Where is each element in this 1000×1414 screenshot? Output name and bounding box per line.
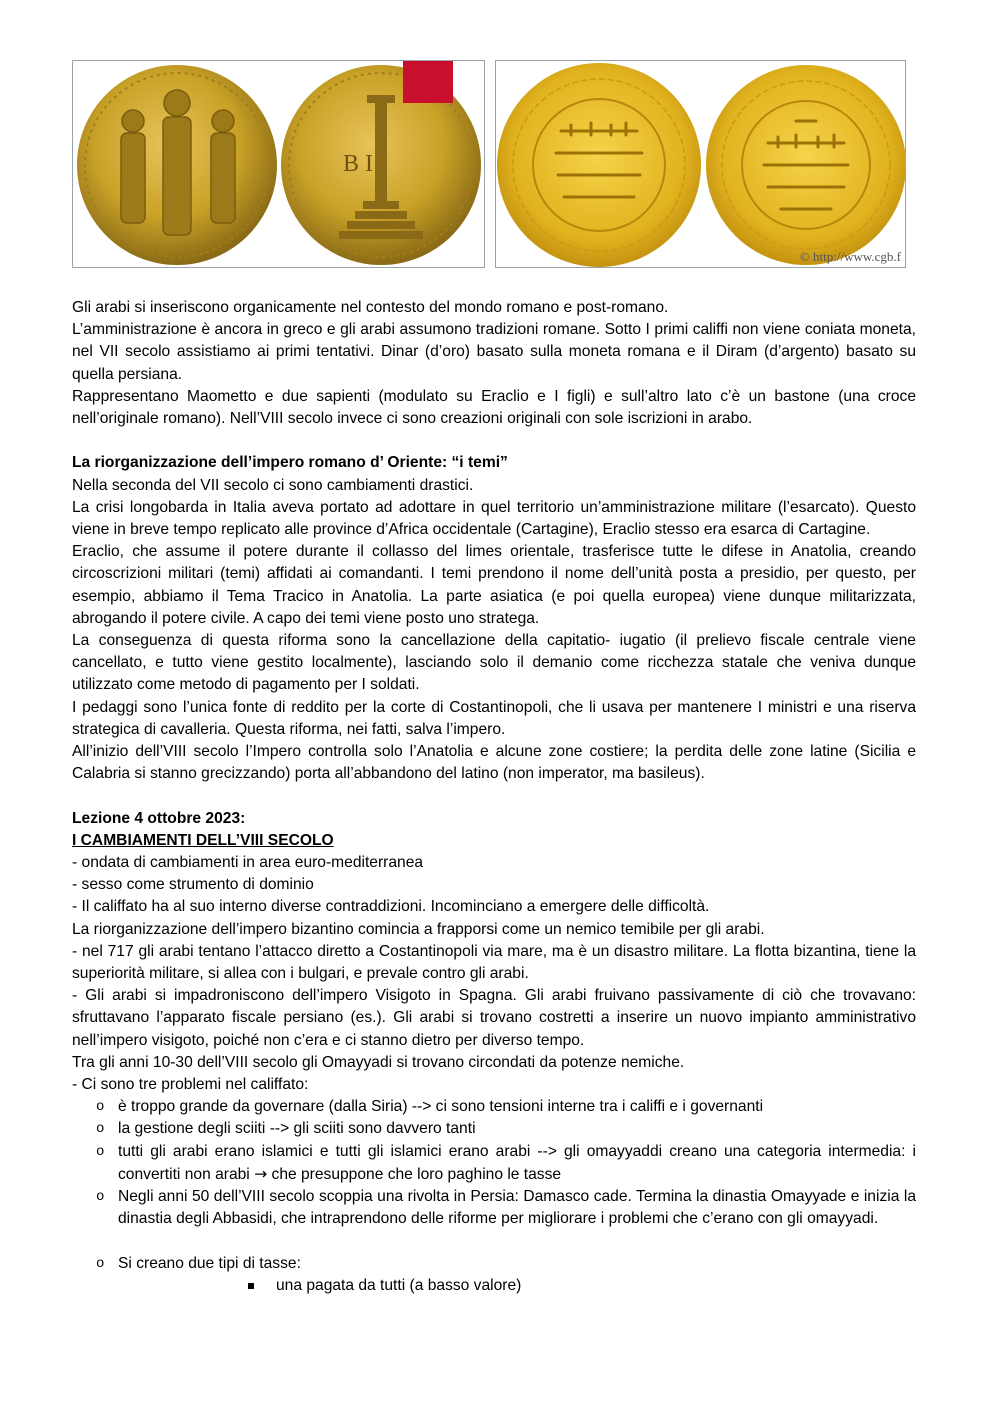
paragraph: Rappresentano Maometto e due sapienti (modulato su Eraclio e I figli) e sull’altro lato c’è un bastone (una croce nell’originale romano). Nell’VIII secolo invece ci sono creazioni originali con sole iscrizioni in arabo. <box>72 387 916 428</box>
coin-letters: B I <box>343 151 373 177</box>
watermark: © http://www.cgb.f <box>799 249 901 264</box>
bullet-marker: o <box>96 1189 105 1206</box>
paragraph: Tra gli anni 10-30 dell’VIII secolo gli Omayyadi si trovano circondati da potenze nemiche. <box>72 1053 685 1071</box>
coin-images <box>72 60 916 272</box>
paragraph: I pedaggi sono l’unica fonte di reddito per la corte di Costantinopoli, che li usava per mantenere I ministri e una riserva strategica di cavalleria. Questa riforma, nei fatti, salva l’impero. <box>72 698 916 738</box>
sublist-item: una pagata da tutti (a basso valore) <box>248 1275 916 1297</box>
paragraph: - Gli arabi si impadroniscono dell’impero Visigoto in Spagna. Gli arabi fruivano passivamente di ciò che trovavano: sfruttavano l’apparato fiscale persiano (es.). Gli arabi si trovano costretti a inserire un nuovo impianto amministrativo nell’impero visigoto, poiché non c’era e ci stanno dietro per diverso tempo. <box>72 987 916 1049</box>
document-text <box>72 297 916 1297</box>
list-item: o tutti gli arabi erano islamici e tutti gli islamici erano arabi --> gli omayyaddi creano una categoria intermedia: i convertiti non arabi → che presuppone che loro paghino le tasse <box>96 1142 916 1183</box>
paragraph: Gli arabi si inseriscono organicamente nel contesto del mondo romano e post-romano. <box>72 299 669 316</box>
paragraph: La crisi longobarda in Italia aveva portato ad adottare in quel territorio un’amministrazione militare (l’esarcato). Questo viene in breve tempo replicato alle province d’Africa occidentale (Cartagine), Eraclio stesso era esarca di Cartagine. <box>72 498 916 539</box>
arrow-icon: → <box>254 1164 268 1183</box>
lesson-title: I CAMBIAMENTI DELL’VIII SECOLO <box>72 831 334 849</box>
bullet-marker: o <box>96 1099 105 1116</box>
bullet-marker: o <box>96 1121 105 1138</box>
bullet-marker: o <box>96 1143 105 1160</box>
paragraph: - ondata di cambiamenti in area euro-mediterranea <box>72 854 424 872</box>
section-heading: La riorganizzazione dell’impero romano d’ Oriente: “i temi” <box>72 454 508 472</box>
list-item: o la gestione degli sciiti --> gli sciiti sono davvero tanti <box>96 1118 916 1140</box>
paragraph: - Ci sono tre problemi nel califfato: <box>72 1076 309 1094</box>
list-item: o Si creano due tipi di tasse: <box>96 1253 916 1275</box>
gold-dinar-image <box>495 60 906 268</box>
paragraph: La riorganizzazione dell’impero bizantino comincia a frapporsi come un nemico temibile per gli arabi. <box>72 920 765 938</box>
taxes-list <box>72 1253 916 1275</box>
paragraph: L’amministrazione è ancora in greco e gli arabi assumono tradizioni romane. Sotto I primi califfi non viene coniata moneta, nel VII secolo assistiamo ai primi tentativi. Dinar (d’oro) basato sulla moneta romana e il Diram (d’argento) basato su quella persiana. <box>72 321 916 383</box>
lesson-date-heading: Lezione 4 ottobre 2023: <box>72 809 246 827</box>
red-tab <box>403 61 453 103</box>
dinar-obverse <box>497 63 701 267</box>
list-item: o Negli anni 50 dell’VIII secolo scoppia una rivolta in Persia: Damasco cade. Termina la dinastia Omayyade e inizia la dinastia degli Abbasidi, che intraprendono delle riforme per migliorare i problemi che c’erano con gli omayyadi. <box>96 1188 916 1228</box>
problems-list <box>72 1096 916 1230</box>
list-item: o è troppo grande da governare (dalla Siria) --> ci sono tensioni interne tra i califfi e i governanti <box>96 1096 916 1118</box>
document-page <box>72 60 916 1297</box>
bullet-marker: o <box>96 1255 105 1272</box>
paragraph: All’inizio dell’VIII secolo l’Impero controlla solo l’Anatolia e alcune zone costiere; la perdita delle zone latine (Sicilia e Calabria si stanno grecizzando) porta all’abbandono del latino (non imperator, ma basileus). <box>72 743 916 783</box>
taxes-sublist <box>72 1275 916 1297</box>
paragraph: - nel 717 gli arabi tentano l’attacco diretto a Costantinopoli via mare, ma è un disastro militare. La flotta bizantina, tiene la superiorità militare, si allea con i bulgari, e prevale contro gli arabi. <box>72 942 916 983</box>
square-bullet-icon <box>248 1283 254 1289</box>
paragraph: Eraclio, che assume il potere durante il collasso del limes orientale, trasferisce tutte le difese in Anatolia, creando circoscrizioni militari (temi) affidati ai comandanti. I temi prendono il nome dell’unità posta a presidio, per questo, per esempio, abbiamo il Tema Tracico in Anatolia. La parte asiatica (e poi quella europea) viene dunque militarizzata, abrogando il potere civile. A capo dei temi viene posto uno stratega. <box>72 543 916 627</box>
paragraph: - sesso come strumento di dominio <box>72 876 314 894</box>
paragraph: Nella seconda del VII secolo ci sono cambiamenti drastici. <box>72 476 474 494</box>
arab-byzantine-coin-image <box>72 60 485 268</box>
paragraph: - Il califfato ha al suo interno diverse contraddizioni. Incominciano a emergere delle difficoltà. <box>72 898 710 916</box>
paragraph: La conseguenza di questa riforma sono la cancellazione della capitatio- iugatio (il prelievo fiscale centrale viene cancellato, e tutto viene gestito localmente), lasciando solo il demanio come ricchezza statale che veniva dunque utilizzato come metodo di pagamento per I soldati. <box>72 632 916 694</box>
